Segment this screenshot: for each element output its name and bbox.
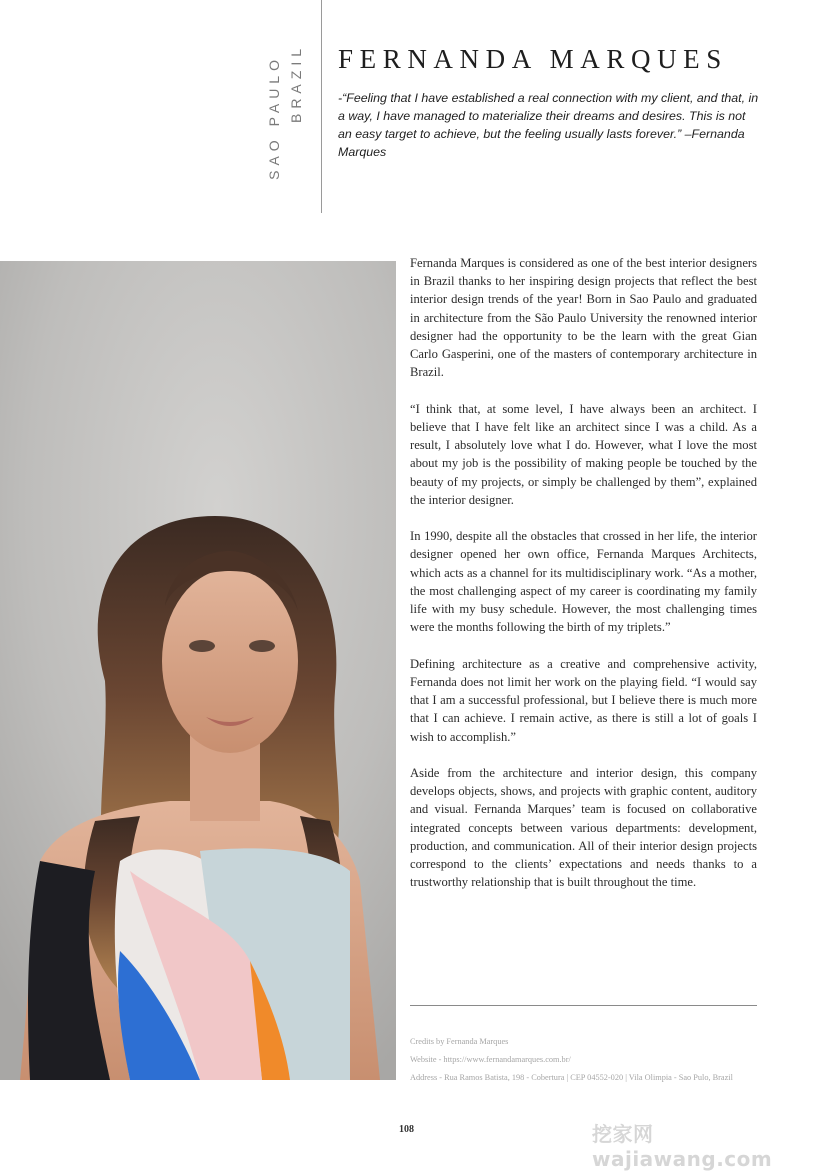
article-paragraph: In 1990, despite all the obstacles that crossed in her life, the interior designer opened her own office, Fernanda Marques Architects, which acts as a channel for its multidisciplinary work. “As a mother, the most challenging aspect of my career is coordinating my family life with my busy schedule. However, the most challenging times were the months following the birth of my triplets.” [410,529,757,635]
watermark-text: 挖家网 wajiawang.com [592,1122,773,1171]
location-city: SAO PAULO [266,55,282,180]
website-line: Website - https://www.fernandamarques.com.br/ [410,1055,571,1064]
page-number: 108 [399,1124,414,1135]
location-country: BRAZIL [288,44,304,124]
location-vertical [262,40,314,180]
credits-block [410,1033,770,1087]
credits-line: Credits by Fernanda Marques [410,1037,509,1046]
article-body [410,254,757,910]
credits-divider [410,1005,757,1006]
pull-quote: -“Feeling that I have established a real connection with my client, and that, in a way, I have managed to materialize their dreams and desires. This is not an easy target to achieve, but the feeling usually lasts forever.” –Fernanda Marques [338,91,759,159]
article-paragraph: “I think that, at some level, I have always been an architect. I believe that I have felt like an architect since I was a child. As a result, I absolutely love what I do. However, what I love the most about my job is the possibility of making people be touched by the beauty of my projects, or simply be challenged by them”, explained the interior designer. [410,401,757,507]
portrait-photo [0,261,396,1080]
article-paragraph: Aside from the architecture and interior design, this company develops objects, shows, and projects with graphic content, auditory and visual. Fernanda Marques’ team is focused on collaborative integrated concepts between various departments: development, production, and communication. All of their interior design projects correspond to the clients’ expectations and needs thanks to a trustworthy relationship that is built throughout the time. [410,766,757,890]
address-line: Address - Rua Ramos Batista, 198 - Cobertura | CEP 04552-020 | Vila Olimpia - Sao Pulo, Brazil [410,1073,733,1082]
portrait-illustration [0,261,396,1080]
page-title: FERNANDA MARQUES [338,44,728,74]
article-paragraph: Defining architecture as a creative and comprehensive activity, Fernanda does not limit her work on the playing field. “I would say that I am a successful professional, but I believe there is much more that I can achieve. I remain active, as there is still a lot of goals I wish to accomplish.” [410,656,757,744]
vertical-divider [321,0,322,213]
article-paragraph: Fernanda Marques is considered as one of the best interior designers in Brazil thanks to her inspiring design projects that reflect the best interior design trends of the year! Born in Sao Paulo and graduated in architecture from the São Paulo University the renowned interior designer had the opportunity to be the learn with the great Gian Carlo Gasperini, one of the masters of contemporary architecture in Brazil. [410,256,757,380]
